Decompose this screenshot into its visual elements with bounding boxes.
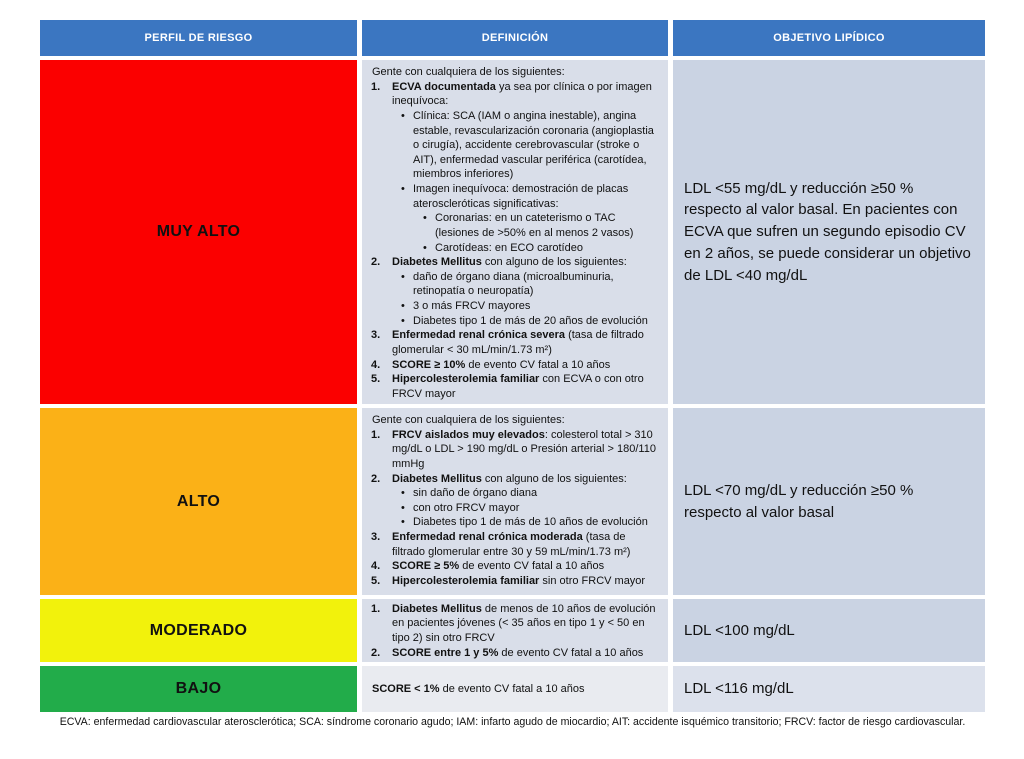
definition-text: sin daño de órgano diana <box>413 487 538 500</box>
definition-cell-bajo <box>362 666 668 712</box>
risk-label-moderado: MODERADO <box>149 621 248 639</box>
objective-text-alto: LDL <70 mg/dL y reducción ≥50 % respecto al valor basal <box>684 481 914 521</box>
definition-text: Enfermedad renal crónica moderada (tasa de filtrado glomerular entre 30 y 59 mL/min/1.73 m²) <box>392 531 631 558</box>
objective-text-moderado: LDL <100 mg/dL <box>684 621 795 639</box>
bullet-marker: • <box>401 314 405 327</box>
risk-cell-bajo <box>40 666 357 712</box>
definition-line <box>371 182 660 211</box>
definition-text: daño de órgano diana (microalbuminuria, retinopatía o neuropatía) <box>413 270 614 298</box>
item-number: 3. <box>371 531 381 543</box>
risk-cell-muy-alto <box>40 60 357 404</box>
bullet-marker: • <box>401 487 405 500</box>
definition-line <box>371 372 660 401</box>
definition-text: Diabetes tipo 1 de más de 10 años de evolución <box>413 516 648 529</box>
bullet-marker: • <box>401 516 405 529</box>
definition-text: SCORE ≥ 5% de evento CV fatal a 10 años <box>392 560 605 573</box>
definition-line <box>371 314 660 329</box>
definition-text: ECVA documentada ya sea por clínica o por imagen inequívoca: <box>392 80 652 108</box>
definition-cell-muy-alto <box>362 60 668 404</box>
item-number: 2. <box>371 646 381 659</box>
definition-text: Diabetes Mellitus con alguno de los siguientes: <box>392 472 627 485</box>
definition-line <box>371 328 660 357</box>
definition-text: SCORE ≥ 10% de evento CV fatal a 10 años <box>392 358 611 371</box>
definition-text: Diabetes Mellitus con alguno de los siguientes: <box>392 256 627 269</box>
objective-text-bajo: LDL <116 mg/dL <box>684 680 794 698</box>
definition-text: SCORE entre 1 y 5% de evento CV fatal a 10 años <box>392 646 644 659</box>
item-number: 4. <box>371 358 381 371</box>
item-number: 5. <box>371 574 381 587</box>
definition-line <box>371 241 660 256</box>
definition-line <box>371 211 660 240</box>
definition-text: Hipercolesterolemia familiar sin otro FRCV mayor <box>392 574 646 587</box>
risk-label-alto: ALTO <box>176 492 221 510</box>
definition-text: Imagen inequívoca: demostración de placas ateroscleróticas significativas: <box>413 183 629 210</box>
item-number: 1. <box>371 602 381 615</box>
abbreviations-footnote: ECVA: enfermedad cardiovascular aterosclerótica; SCA: síndrome coronario agudo; IAM: infarto agudo de miocardio; AIT: accidente isquémico transitorio; FRCV: factor de riesgo cardiovascular. <box>59 716 966 728</box>
definition-line <box>371 270 660 299</box>
definition-line <box>371 65 660 80</box>
definition-line <box>371 109 660 182</box>
header-definicion: DEFINICIÓN <box>362 20 668 56</box>
definition-text: Enfermedad renal crónica severa (tasa de filtrado glomerular < 30 mL/min/1.73 m²) <box>392 329 644 356</box>
item-number: 3. <box>371 329 381 342</box>
bullet-marker: • <box>423 241 427 254</box>
risk-classification-table <box>40 20 985 712</box>
bullet-marker: • <box>401 109 405 122</box>
definition-text: Diabetes Mellitus de menos de 10 años de evolución en pacientes jóvenes (< 35 años en tipo 1 y < 50 en tipo 2) sin otro FRCV <box>392 602 656 644</box>
definition-line <box>371 428 660 472</box>
definition-line <box>371 255 660 270</box>
definition-line <box>371 530 660 559</box>
definition-line <box>371 358 660 373</box>
objective-cell-moderado <box>673 599 985 662</box>
definition-line <box>371 299 660 314</box>
risk-label-bajo: BAJO <box>175 680 222 697</box>
bullet-marker: • <box>401 270 405 283</box>
definition-line <box>371 559 660 574</box>
definition-line <box>371 486 660 501</box>
item-number: 4. <box>371 560 381 573</box>
header-perfil-de-riesgo: PERFIL DE RIESGO <box>40 20 357 56</box>
bullet-marker: • <box>401 183 405 195</box>
objective-cell-bajo <box>673 666 985 712</box>
objective-text-muy-alto: LDL <55 mg/dL y reducción ≥50 % respecto al valor basal. En pacientes con ECVA que sufren un segundo episodio CV en 2 años, se puede considerar un objetivo de LDL <40 mg/dL <box>684 179 971 284</box>
definition-line <box>371 501 660 516</box>
item-number: 1. <box>371 80 381 93</box>
definition-text: Clínica: SCA (IAM o angina inestable), angina estable, revascularización coronaria (angioplastia o cirugía), accidente cerebrovascular (stroke o AIT), enfermedad vascular periférica (carotídea, miembros inferiores) <box>413 109 654 181</box>
definition-text: Gente con cualquiera de los siguientes: <box>372 414 565 426</box>
definition-line <box>371 80 660 109</box>
definition-text: Gente con cualquiera de los siguientes: <box>372 66 565 78</box>
definition-cell-alto <box>362 408 668 595</box>
definition-cell-moderado <box>362 599 668 662</box>
bullet-marker: • <box>423 212 427 225</box>
item-number: 2. <box>371 472 381 485</box>
definition-text: Diabetes tipo 1 de más de 20 años de evolución <box>413 314 648 327</box>
definition-text: 3 o más FRCV mayores <box>413 300 531 312</box>
definition-text: FRCV aislados muy elevados: colesterol total > 310 mg/dL o LDL > 190 mg/dL o Presión arterial > 180/110 mmHg <box>392 428 656 470</box>
risk-cell-alto <box>40 408 357 595</box>
definition-line <box>371 574 660 589</box>
item-number: 5. <box>371 373 381 386</box>
objective-cell-alto <box>673 408 985 595</box>
bullet-marker: • <box>401 300 405 312</box>
definition-text: Carotídeas: en ECO carotídeo <box>435 241 583 254</box>
definition-text: SCORE < 1% de evento CV fatal a 10 años <box>372 683 585 696</box>
item-number: 2. <box>371 256 381 269</box>
objective-cell-muy-alto <box>673 60 985 404</box>
definition-line <box>371 682 660 697</box>
definition-line <box>371 646 660 661</box>
item-number: 1. <box>371 428 381 441</box>
definition-text: Hipercolesterolemia familiar con ECVA o con otro FRCV mayor <box>392 373 644 400</box>
risk-label-muy-alto: MUY ALTO <box>156 223 241 240</box>
bullet-marker: • <box>401 501 405 514</box>
header-objetivo-lipidico: OBJETIVO LIPÍDICO <box>673 20 985 56</box>
risk-cell-moderado <box>40 599 357 662</box>
definition-line <box>371 413 660 428</box>
definition-line <box>371 472 660 487</box>
definition-text: Coronarias: en un cateterismo o TAC (lesiones de >50% en al menos 2 vasos) <box>435 212 634 239</box>
definition-line <box>371 602 660 646</box>
definition-line <box>371 515 660 530</box>
definition-text: con otro FRCV mayor <box>413 501 520 514</box>
